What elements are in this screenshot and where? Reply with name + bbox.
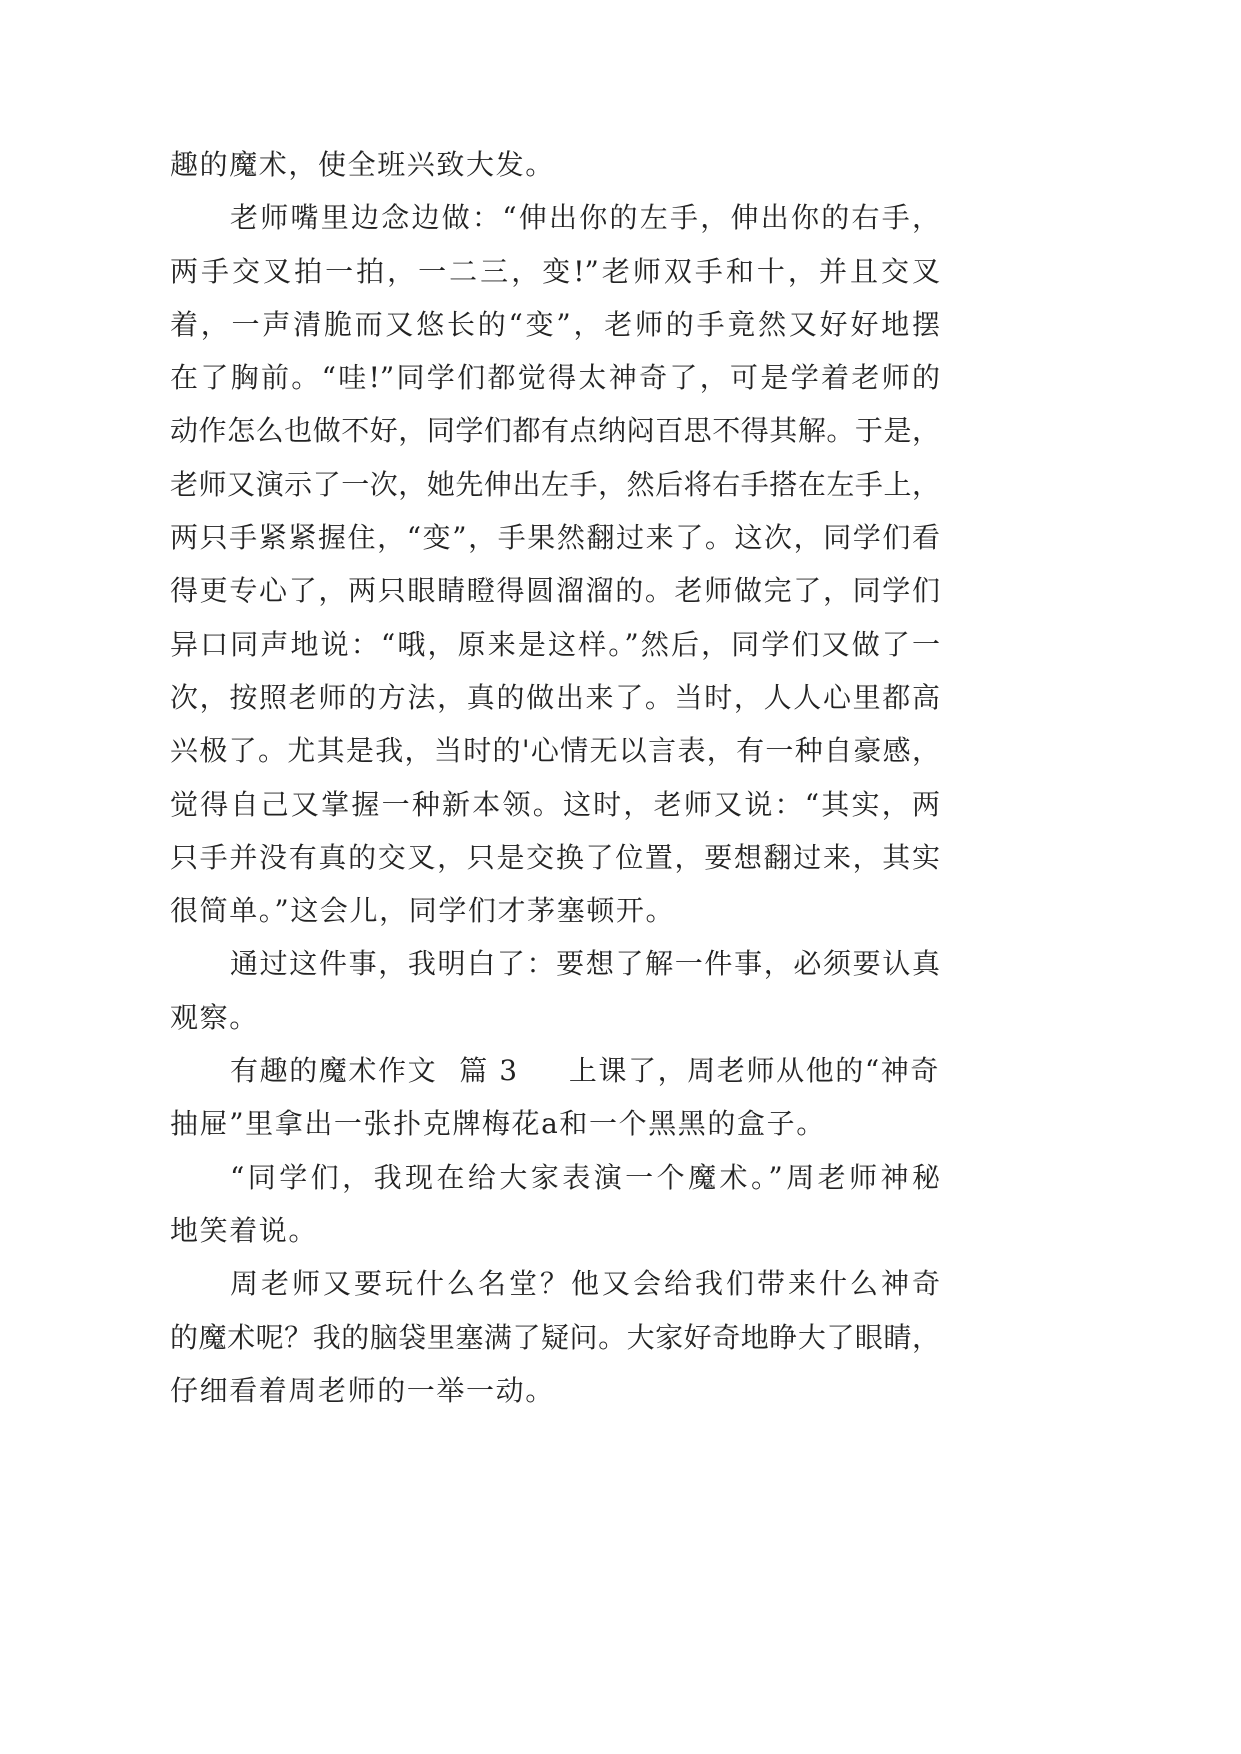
text-line: 得更专心了，两只眼睛瞪得圆溜溜的。老师做完了，同学们 <box>170 574 940 608</box>
paragraph-teacher-speech <box>170 1151 940 1258</box>
document-page <box>170 138 940 1417</box>
text-line: “同学们，我现在给大家表演一个魔术。”周老师神秘 <box>230 1160 940 1194</box>
text-line: 两手交叉拍一拍，一二三，变!”老师双手和十，并且交叉 <box>170 254 940 288</box>
text-line: 观察。 <box>170 1000 259 1034</box>
text-line: 老师又演示了一次，她先伸出左手，然后将右手搭在左手上， <box>170 467 940 501</box>
text-line: 两只手紧紧握住，“变”，手果然翻过来了。这次，同学们看 <box>170 521 940 555</box>
text-line: 兴极了。尤其是我，当时的'心情无以言表，有一种自豪感， <box>170 734 940 768</box>
text-line: 通过这件事，我明白了：要想了解一件事，必须要认真 <box>230 947 940 981</box>
paragraph-curiosity <box>170 1257 940 1417</box>
text-line: 周老师又要玩什么名堂？他又会给我们带来什么神奇 <box>230 1267 940 1301</box>
text-line: 觉得自己又掌握一种新本领。这时，老师又说：“其实，两 <box>170 787 940 821</box>
text-line: 着，一声清脆而又悠长的“变”，老师的手竟然又好好地摆 <box>170 307 940 341</box>
text-line: 只手并没有真的交叉，只是交换了位置，要想翻过来，其实 <box>170 840 940 874</box>
text-line: 在了胸前。“哇!”同学们都觉得太神奇了，可是学着老师的 <box>170 361 940 395</box>
essay-section-number: 篇 3 <box>459 1054 519 1088</box>
text-line: 的魔术呢？我的脑袋里塞满了疑问。大家好奇地睁大了眼睛， <box>170 1320 940 1354</box>
text-line: 很简单。”这会儿，同学们才茅塞顿开。 <box>170 894 676 928</box>
text-line: 上课了，周老师从他的“神奇 <box>568 1054 940 1088</box>
paragraph-continuation <box>170 138 940 191</box>
text-line: 地笑着说。 <box>170 1213 319 1247</box>
text-line: 动作怎么也做不好，同学们都有点纳闷百思不得其解。于是， <box>170 414 940 448</box>
text-line: 趣的魔术，使全班兴致大发。 <box>170 148 555 181</box>
paragraph-essay-3-start <box>170 1044 940 1151</box>
text-line: 老师嘴里边念边做：“伸出你的左手，伸出你的右手， <box>230 201 940 235</box>
text-line: 抽屉”里拿出一张扑克牌梅花a和一个黑黑的盒子。 <box>170 1107 826 1141</box>
text-line: 仔细看着周老师的一举一动。 <box>170 1373 555 1407</box>
essay-heading-line <box>230 1044 940 1097</box>
text-line: 异口同声地说：“哦，原来是这样。”然后，同学们又做了一 <box>170 627 940 661</box>
paragraph-magic-demo <box>170 191 940 937</box>
paragraph-lesson <box>170 937 940 1044</box>
text-line: 次，按照老师的方法，真的做出来了。当时，人人心里都高 <box>170 680 940 714</box>
essay-title: 有趣的魔术作文 <box>230 1054 438 1088</box>
